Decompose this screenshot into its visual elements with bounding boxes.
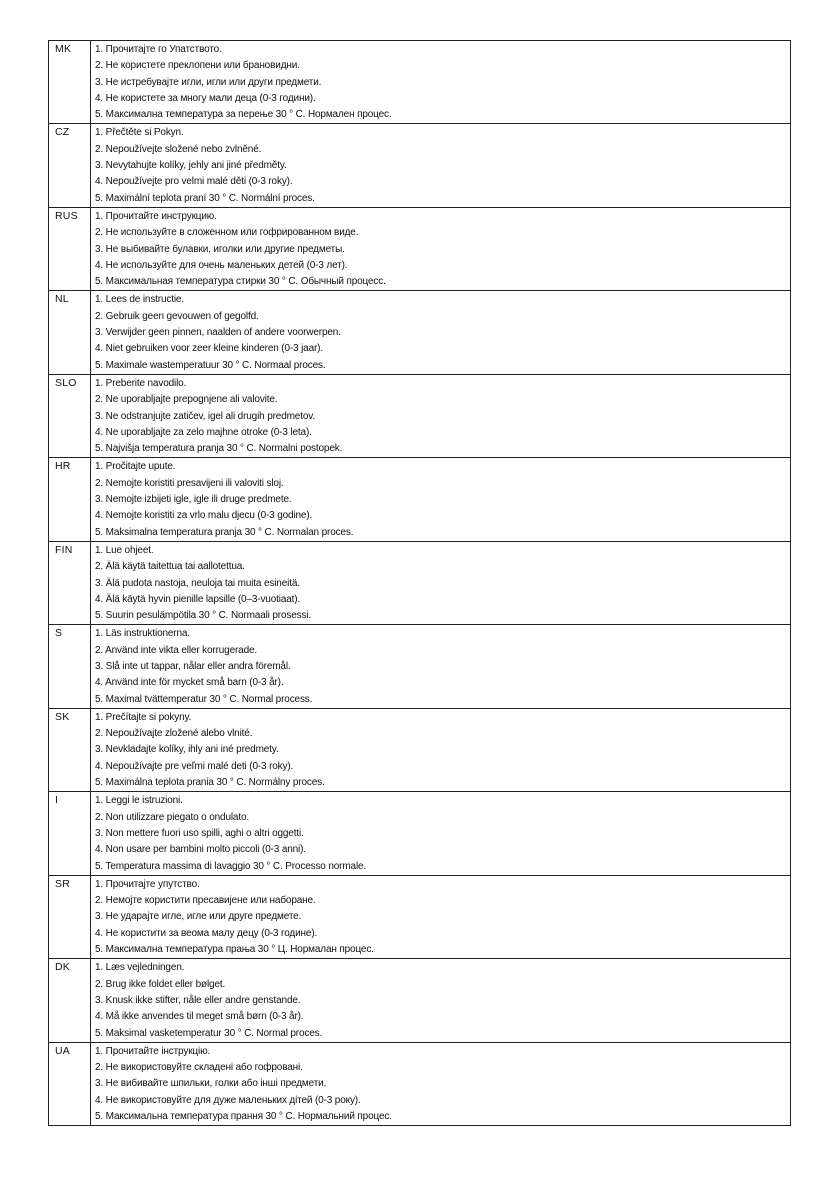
language-row-sr [49, 875, 791, 958]
instructions-table-body [49, 41, 791, 1126]
language-code: FIN [49, 541, 91, 624]
instruction-line: 2. Не користете преклопени или брановидни. [95, 60, 300, 72]
instruction-line: 1. Přečtěte si Pokyn. [95, 127, 184, 139]
instruction-line: 1. Pročitajte upute. [95, 461, 176, 473]
instruction-line: 1. Preberite navodilo. [95, 377, 187, 389]
instruction-line: 5. Maksimalna temperatura pranja 30 ° C. Normalan proces. [95, 526, 354, 538]
language-row-hr [49, 458, 791, 541]
instruction-line: 5. Maximálna teplota prania 30 ° C. Normálny proces. [95, 777, 325, 789]
instruction-line: 4. Använd inte för mycket små barn (0-3 år). [95, 677, 284, 689]
instruction-line: 5. Максимална температура прања 30 ° Ц. Нормалан процес. [95, 944, 374, 956]
instruction-line: 5. Максимална температура за перење 30 ° C. Нормален процес. [95, 109, 392, 121]
language-code: SR [49, 875, 91, 958]
instruction-list [91, 959, 791, 1042]
instruction-line: 4. Nepoužívajte pre veľmi malé deti (0-3 roky). [95, 760, 294, 772]
instruction-list [91, 708, 791, 791]
language-row-ua [49, 1042, 791, 1125]
instruction-line: 2. Nemojte koristiti presavijeni ili valoviti sloj. [95, 477, 284, 489]
instruction-line: 5. Najvišja temperatura pranja 30 ° C. Normalni postopek. [95, 443, 343, 455]
instruction-line: 2. Немојте користити пресавијене или наборане. [95, 895, 316, 907]
language-code: DK [49, 959, 91, 1042]
instruction-line: 1. Прочитайте инструкцию. [95, 210, 217, 222]
instruction-line: 2. Brug ikke foldet eller bølget. [95, 978, 226, 990]
instruction-line: 3. Не ударајте игле, игле или друге предмете. [95, 911, 302, 923]
instruction-line: 3. Non mettere fuori uso spilli, aghi o altri oggetti. [95, 827, 304, 839]
language-code: SK [49, 708, 91, 791]
instruction-line: 2. Nepoužívejte složené nebo zvlněné. [95, 143, 262, 155]
instruction-line: 3. Älä pudota nastoja, neuloja tai muita esineitä. [95, 577, 300, 589]
instruction-line: 3. Не выбивайте булавки, иголки или другие предметы. [95, 243, 345, 255]
instruction-line: 3. Ne odstranjujte zatičev, igel ali drugih predmetov. [95, 410, 315, 422]
instruction-list [91, 625, 791, 708]
instruction-line: 1. Lees de instructie. [95, 294, 184, 306]
language-row-cz [49, 124, 791, 207]
instruction-line: 1. Прочитајте го Упатството. [95, 44, 222, 55]
instruction-line: 5. Максимальна температура прання 30 ° C. Нормальний процес. [95, 1111, 392, 1122]
instruction-line: 4. Не користете за многу мали деца (0-3 години). [95, 92, 316, 104]
instruction-line: 3. Verwijder geen pinnen, naalden of andere voorwerpen. [95, 327, 341, 339]
instruction-line: 5. Maximal tvättemperatur 30 ° C. Normal process. [95, 693, 313, 705]
instruction-line: 2. Älä käytä taitettua tai aallotettua. [95, 561, 245, 573]
language-row-dk [49, 959, 791, 1042]
instruction-list [91, 792, 791, 875]
instruction-line: 4. Не используйте для очень маленьких детей (0-3 лет). [95, 259, 348, 271]
instruction-line: 4. Non usare per bambini molto piccoli (0-3 anni). [95, 844, 306, 856]
instruction-list [91, 875, 791, 958]
instruction-line: 1. Lue ohjeet. [95, 544, 154, 556]
instruction-line: 4. Не використовуйте для дуже маленьких дітей (0-3 року). [95, 1094, 361, 1106]
instruction-line: 5. Maximální teplota praní 30 ° C. Normální proces. [95, 192, 315, 204]
instruction-line: 3. Nevkladajte kolíky, ihly ani iné predmety. [95, 744, 279, 756]
language-code: RUS [49, 207, 91, 290]
instruction-line: 5. Suurin pesulämpötila 30 ° C. Normaali prosessi. [95, 610, 312, 622]
instruction-list [91, 1042, 791, 1125]
instruction-line: 3. Не истребувајте игли, игли или други предмети. [95, 76, 322, 88]
language-code: SLO [49, 374, 91, 457]
instruction-line: 1. Прочитајте упутство. [95, 878, 200, 890]
language-code: HR [49, 458, 91, 541]
instruction-list [91, 374, 791, 457]
language-code: I [49, 792, 91, 875]
instruction-line: 4. Nemojte koristiti za vrlo malu djecu (0-3 godine). [95, 510, 313, 522]
language-row-nl [49, 291, 791, 374]
instruction-line: 2. Non utilizzare piegato o ondulato. [95, 811, 250, 823]
instruction-line: 1. Прочитайте інструкцію. [95, 1045, 211, 1057]
language-row-rus [49, 207, 791, 290]
instruction-line: 1. Prečítajte si pokyny. [95, 711, 192, 723]
language-code: CZ [49, 124, 91, 207]
instruction-line: 3. Nemojte izbijeti igle, igle ili druge predmete. [95, 494, 292, 506]
instruction-line: 4. Älä käytä hyvin pienille lapsille (0–3-vuotiaat). [95, 593, 301, 605]
instruction-list [91, 124, 791, 207]
language-code: UA [49, 1042, 91, 1125]
instruction-list [91, 207, 791, 290]
instruction-line: 2. Не используйте в сложенном или гофрированном виде. [95, 227, 359, 239]
instruction-line: 2. Använd inte vikta eller korrugerade. [95, 644, 258, 656]
instruction-line: 1. Läs instruktionerna. [95, 628, 190, 640]
language-row-slo [49, 374, 791, 457]
instruction-list [91, 41, 791, 124]
instruction-line: 4. Ne uporabljajte za zelo majhne otroke (0-3 leta). [95, 426, 312, 438]
instruction-line: 2. Не використовуйте складені або гофровані. [95, 1062, 303, 1074]
instruction-line: 3. Не вибивайте шпильки, голки або інші предмети. [95, 1078, 327, 1090]
instruction-line: 5. Maximale wastemperatuur 30 ° C. Normaal proces. [95, 359, 326, 371]
language-row-sk [49, 708, 791, 791]
instruction-line: 4. Nepoužívejte pro velmi malé děti (0-3 roky). [95, 176, 293, 188]
instruction-line: 2. Gebruik geen gevouwen of gegolfd. [95, 310, 259, 322]
language-code: S [49, 625, 91, 708]
instruction-line: 2. Nepoužívajte zložené alebo vlnité. [95, 728, 253, 740]
language-code: NL [49, 291, 91, 374]
instruction-line: 4. Не користити за веома малу децу (0-3 године). [95, 927, 318, 939]
instruction-line: 3. Slå inte ut tappar, nålar eller andra föremål. [95, 660, 291, 672]
language-row-i [49, 792, 791, 875]
instructions-table [48, 40, 791, 1126]
instruction-line: 3. Nevytahujte kolíky, jehly ani jiné předměty. [95, 160, 287, 172]
instruction-line: 5. Temperatura massima di lavaggio 30 ° C. Processo normale. [95, 860, 367, 872]
instruction-line: 5. Maksimal vasketemperatur 30 ° C. Normal proces. [95, 1027, 323, 1039]
instruction-line: 1. Læs vejledningen. [95, 962, 185, 974]
instruction-line: 4. Niet gebruiken voor zeer kleine kinderen (0-3 jaar). [95, 343, 323, 355]
instruction-line: 5. Максимальная температура стирки 30 ° C. Обычный процесс. [95, 276, 386, 288]
language-row-fin [49, 541, 791, 624]
instruction-line: 3. Knusk ikke stifter, nåle eller andre genstande. [95, 994, 301, 1006]
language-code: MK [49, 41, 91, 124]
instruction-list [91, 291, 791, 374]
instruction-list [91, 541, 791, 624]
language-row-mk [49, 41, 791, 124]
instruction-line: 2. Ne uporabljajte prepognjene ali valovite. [95, 394, 278, 406]
instruction-line: 4. Må ikke anvendes til meget små børn (0-3 år). [95, 1011, 304, 1023]
language-row-s [49, 625, 791, 708]
instruction-list [91, 458, 791, 541]
instruction-line: 1. Leggi le istruzioni. [95, 795, 183, 807]
